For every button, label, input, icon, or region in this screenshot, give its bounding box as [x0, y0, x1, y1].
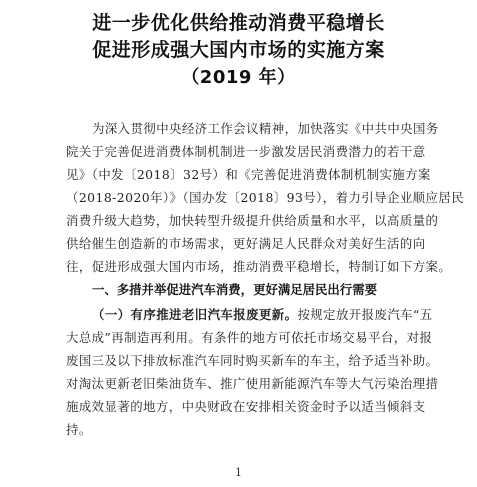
document-title-line-2: 促进形成强大国内市场的实施方案	[92, 39, 385, 61]
intro-line: 消费升级大趋势，加快转型升级提升供给质量和水平，以高质量的	[66, 213, 439, 228]
intro-line: 往，促进形成强大国内市场，推动消费平稳增长，特制订如下方案。	[66, 259, 452, 274]
item-1-first-line	[66, 303, 440, 326]
item-1-line: 对淘汰更新老旧柴油货车、推广使用新能源汽车等大气污染治理措	[66, 376, 439, 391]
intro-line: 院关于完善促进消费体制机制进一步激发居民消费潜力的若干意	[66, 144, 426, 159]
item-1-line: 施成效显著的地方，中央财政在安排相关资金时予以适当倾斜支	[66, 399, 426, 414]
intro-line: 见》（中发〔2018〕32号）和《完善促进消费体制机制实施方案	[66, 167, 431, 182]
section-1-paragraph	[66, 303, 440, 441]
intro-line: （2018-2020年）》（国办发〔2018〕93号），着力引导企业顺应居民	[66, 190, 465, 205]
item-1-lead: （一）有序推进老旧汽车报废更新。	[92, 307, 298, 322]
page-number: 1	[235, 466, 242, 479]
item-1-first-rest: 按规定放开报废汽车“五	[297, 307, 433, 322]
document-title-year: （2019 年）	[181, 67, 296, 88]
intro-paragraph	[66, 117, 465, 278]
item-1-line: 废国三及以下排放标准汽车同时购买新车的车主，给予适当补助。	[66, 353, 439, 368]
document-title-line-1: 进一步优化供给推动消费平稳增长	[92, 12, 385, 34]
item-1-line: 持。	[66, 422, 92, 437]
item-1-line: 大总成”再制造再利用。有条件的地方可依托市场交易平台，对报	[66, 330, 433, 345]
intro-line: 供给催生创造新的市场需求，更好满足人民群众对美好生活的向	[66, 236, 426, 251]
intro-line: 为深入贯彻中央经济工作会议精神，加快落实《中共中央国务	[92, 121, 439, 136]
section-heading: 一、多措并举促进汽车消费，更好满足居民出行需要	[92, 282, 377, 297]
